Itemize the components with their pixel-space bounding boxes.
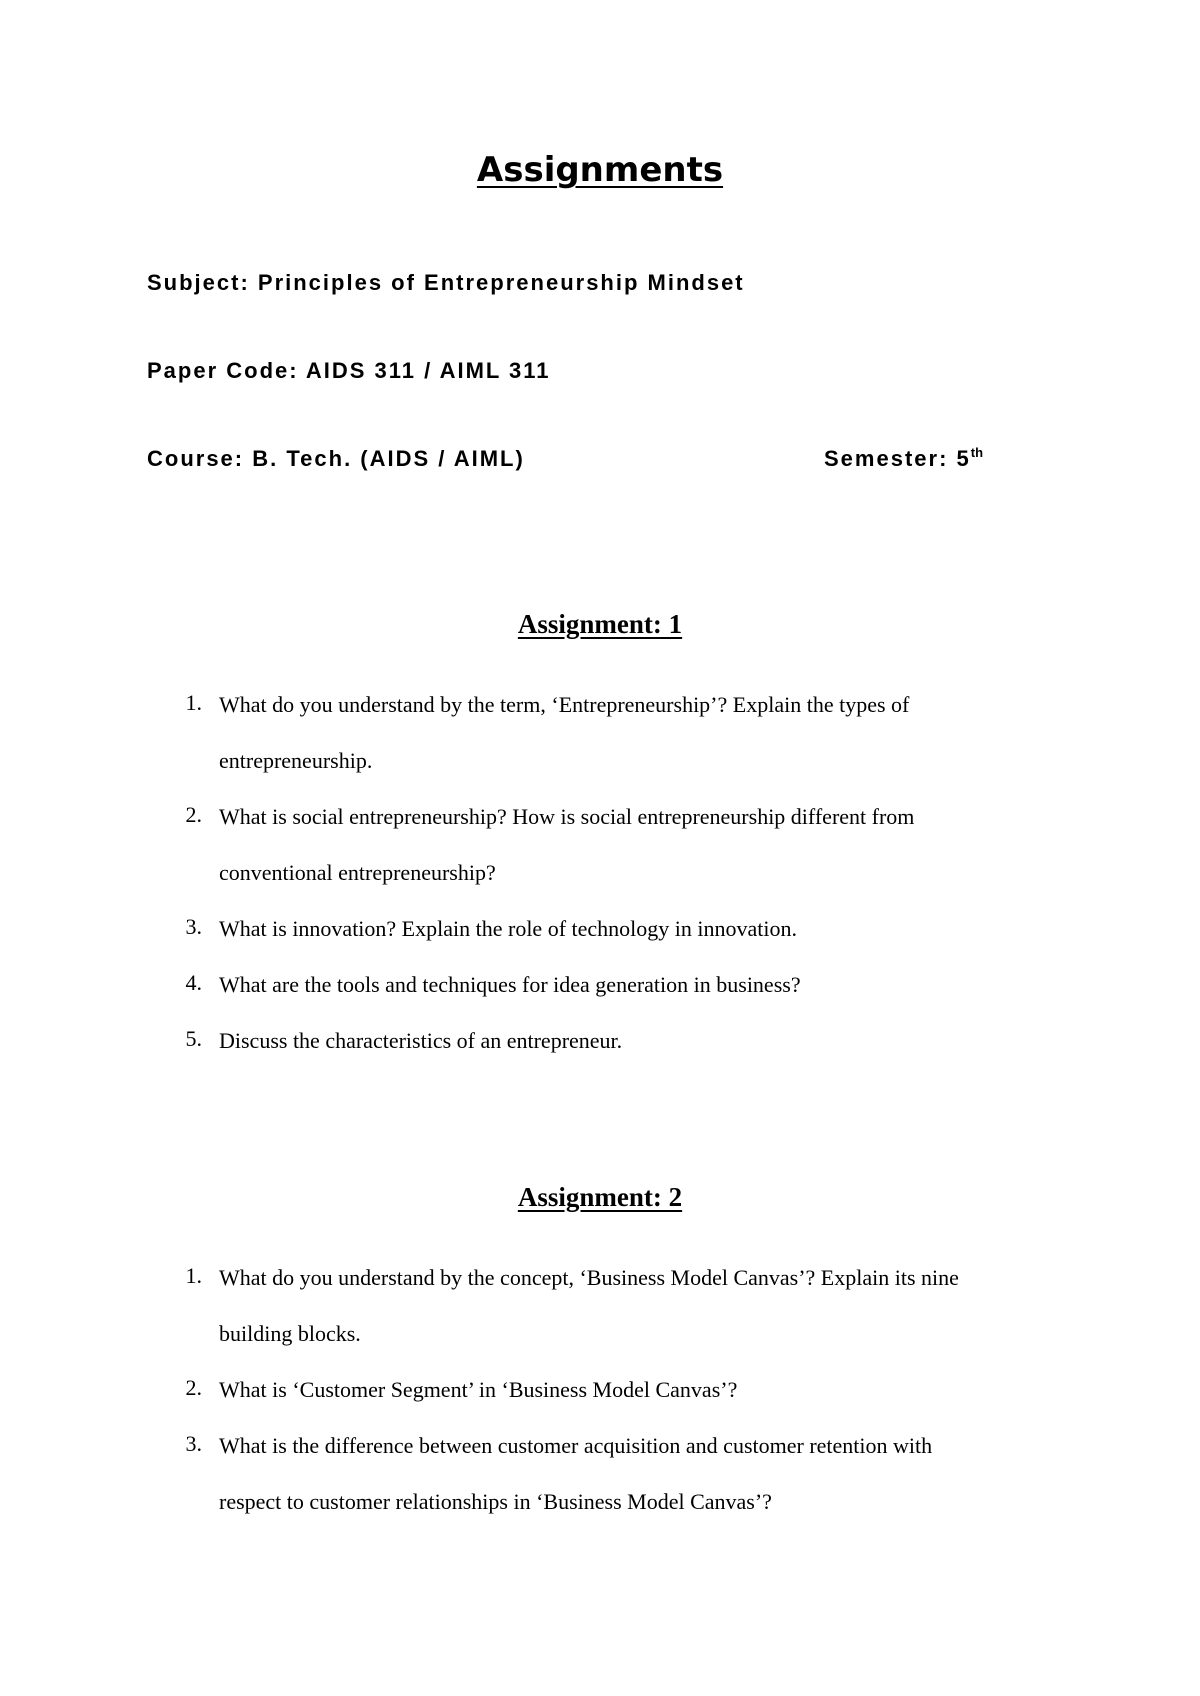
question-number: 2. [185, 802, 202, 827]
question-text-line: What do you understand by the term, ‘Entrepreneurship’? Explain the types of [219, 692, 910, 717]
question-number: 1. [185, 690, 202, 715]
question-number: 5. [185, 1026, 202, 1051]
question-number: 1. [185, 1263, 202, 1288]
question-number: 4. [185, 970, 202, 995]
semester-line [824, 446, 983, 472]
question-number: 2. [185, 1375, 202, 1400]
question-text-line: What do you understand by the concept, ‘Business Model Canvas’? Explain its nine [219, 1265, 959, 1290]
question-number: 3. [185, 914, 202, 939]
question-item [0, 1431, 1200, 1543]
document-title: Assignments [476, 150, 724, 190]
question-item [0, 1263, 1200, 1375]
subject-line: Subject: Principles of Entrepreneurship Mindset [147, 270, 745, 295]
assignment-2-heading: Assignment: 2 [517, 1182, 683, 1212]
question-text-line: building blocks. [219, 1321, 361, 1346]
semester-suffix: th [970, 445, 984, 460]
assignment-1-heading: Assignment: 1 [517, 609, 683, 639]
question-text-line: Discuss the characteristics of an entrepreneur. [219, 1028, 623, 1053]
question-item [0, 1375, 1200, 1431]
question-item [0, 970, 1200, 1026]
question-text-line: What are the tools and techniques for idea generation in business? [219, 972, 801, 997]
question-item [0, 1026, 1200, 1082]
assignment-1-questions [0, 690, 1200, 1082]
question-item [0, 690, 1200, 802]
course-line: Course: B. Tech. (AIDS / AIML) [147, 446, 525, 471]
question-text-line: What is social entrepreneurship? How is social entrepreneurship different from [219, 804, 915, 829]
question-text-line: What is ‘Customer Segment’ in ‘Business Model Canvas’? [219, 1377, 738, 1402]
question-item [0, 914, 1200, 970]
paper-code-line: Paper Code: AIDS 311 / AIML 311 [147, 358, 551, 383]
question-text-line: What is innovation? Explain the role of technology in innovation. [219, 916, 797, 941]
question-text-line: respect to customer relationships in ‘Business Model Canvas’? [219, 1489, 772, 1514]
question-item [0, 802, 1200, 914]
semester-label: Semester: 5 [824, 446, 971, 471]
assignment-2-questions [0, 1263, 1200, 1543]
question-text-line: What is the difference between customer acquisition and customer retention with [219, 1433, 933, 1458]
question-number: 3. [185, 1431, 202, 1456]
question-text-line: entrepreneurship. [219, 748, 373, 773]
question-text-line: conventional entrepreneurship? [219, 860, 496, 885]
